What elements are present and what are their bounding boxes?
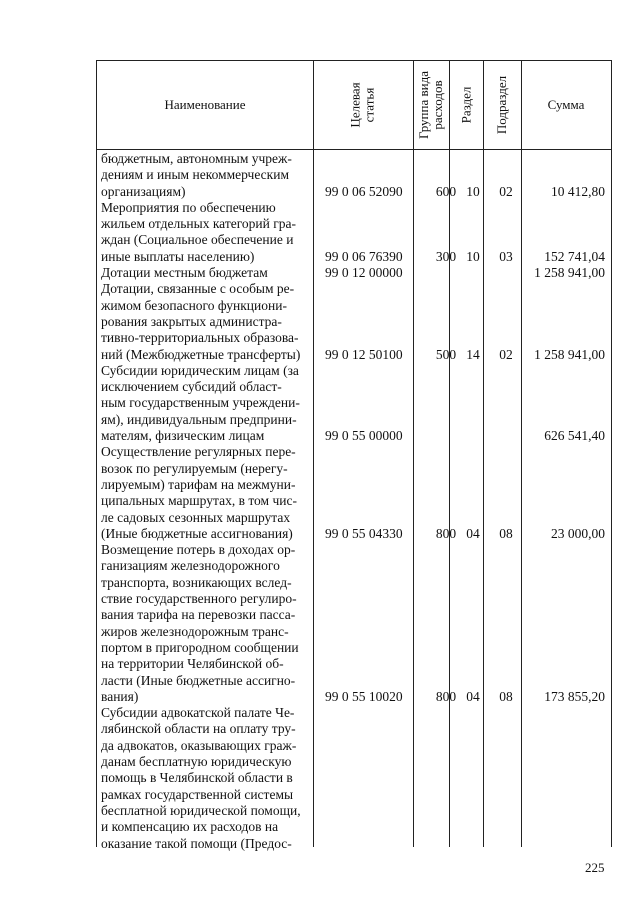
column-divider (483, 61, 484, 847)
row-name-line: дениям и иным некоммерческим (101, 167, 289, 183)
header-target-article-line2: статья (361, 87, 377, 123)
row-name-line: мателям, физическим лицам (101, 428, 265, 444)
row-name-line: тивно-территориальных образова- (101, 330, 299, 346)
row-name-line: ганизациям железнодорожного (101, 558, 280, 574)
row-sum: 1 258 941,00 (534, 265, 605, 281)
row-name-line: лируемым) тарифам на межмуни- (101, 476, 296, 492)
row-name-line: на территории Челябинской об- (101, 656, 284, 672)
row-subsection: 03 (499, 248, 513, 264)
row-name-line: жильем отдельных категорий гра- (101, 216, 297, 232)
row-section: 10 (466, 248, 480, 264)
header-expense-group-label (417, 71, 445, 139)
row-name-line: лябинской области на оплату тру- (101, 721, 296, 737)
header-expense-group (413, 61, 449, 149)
page-number: 225 (585, 860, 605, 875)
row-name (101, 705, 309, 852)
row-name-line: Субсидии адвокатской палате Че- (101, 705, 295, 721)
row-name-line: вания тарифа на перевозки пасса- (101, 607, 296, 623)
row-target-article: 99 0 55 10020 (325, 688, 403, 704)
row-name-line: да адвокатов, оказывающих граж- (101, 737, 297, 753)
row-name (101, 281, 309, 362)
header-target-article-line1: Целевая (347, 82, 363, 128)
row-subsection: 08 (499, 688, 513, 704)
row-target-article: 99 0 12 00000 (325, 265, 403, 281)
header-expense-group-line1: Группа вида (416, 71, 432, 139)
row-expense-group: 800 (435, 688, 457, 704)
row-section: 04 (466, 525, 480, 541)
row-name (101, 200, 309, 265)
row-name-line: вания) (101, 688, 139, 704)
row-name-line: Осуществление регулярных пере- (101, 444, 296, 460)
row-name-line: портом в пригородном сообщении (101, 639, 299, 655)
header-section-label: Раздел (458, 86, 473, 124)
row-name (101, 542, 309, 705)
header-section (449, 61, 483, 149)
table-header (97, 61, 611, 150)
header-expense-group-line2: расходов (430, 80, 446, 130)
column-divider (521, 61, 522, 847)
row-name-line: ным государственным учреждени- (101, 395, 300, 411)
header-name-label: Наименование (164, 97, 246, 112)
column-divider (313, 61, 314, 847)
row-sum: 1 258 941,00 (534, 346, 605, 362)
row-sum: 23 000,00 (551, 525, 605, 541)
header-subsection (483, 61, 521, 149)
row-section: 04 (466, 688, 480, 704)
row-sum: 173 855,20 (544, 688, 605, 704)
row-name (101, 363, 309, 444)
header-sum (521, 61, 611, 149)
row-name-line: ждан (Социальное обеспечение и (101, 232, 294, 248)
row-subsection: 02 (499, 183, 513, 199)
column-divider (413, 61, 414, 847)
row-target-article: 99 0 12 50100 (325, 346, 403, 362)
row-name-line: иные выплаты населению) (101, 248, 255, 264)
row-name (101, 265, 309, 281)
row-target-article: 99 0 06 76390 (325, 248, 403, 264)
row-section: 14 (466, 346, 480, 362)
row-expense-group: 500 (435, 346, 457, 362)
row-name-line: транспорта, возникающих вслед- (101, 574, 292, 590)
row-name-line: (Иные бюджетные ассигнования) (101, 525, 293, 541)
row-name (101, 151, 309, 200)
row-expense-group: 800 (435, 525, 457, 541)
row-name-line: ний (Межбюджетные трансферты) (101, 346, 301, 362)
row-name-line: возок по регулируемым (нерегу- (101, 460, 288, 476)
row-name-line: рования закрытых администра- (101, 313, 282, 329)
row-target-article: 99 0 06 52090 (325, 183, 403, 199)
row-name-line: данам бесплатную юридическую (101, 754, 292, 770)
row-name-line: Дотации, связанные с особым ре- (101, 281, 295, 297)
row-expense-group: 600 (435, 183, 457, 199)
row-name-line: Дотации местным бюджетам (101, 265, 268, 281)
row-name (101, 444, 309, 542)
row-sum: 152 741,04 (544, 248, 605, 264)
row-subsection: 08 (499, 525, 513, 541)
header-target-article (313, 61, 413, 149)
row-name-line: помощь в Челябинской области в (101, 770, 293, 786)
row-name-line: и компенсацию их расходов на (101, 819, 279, 835)
row-target-article: 99 0 55 00000 (325, 428, 403, 444)
row-name-line: бесплатной юридической помощи, (101, 802, 301, 818)
row-name-line: организациям) (101, 183, 186, 199)
row-sum: 10 412,80 (551, 183, 605, 199)
row-name-line: оказание такой помощи (Предос- (101, 835, 292, 851)
row-name-line: ствие государственного регулиро- (101, 591, 297, 607)
header-name (97, 61, 313, 149)
budget-table (96, 60, 612, 851)
row-name-line: ле садовых сезонных маршрутах (101, 509, 291, 525)
column-divider (449, 61, 450, 847)
row-name-line: рамках государственной системы (101, 786, 294, 802)
row-expense-group: 300 (435, 248, 457, 264)
row-name-line: ласти (Иные бюджетные ассигно- (101, 672, 296, 688)
row-name-line: Мероприятия по обеспечению (101, 199, 276, 215)
header-subsection-label: Подраздел (494, 75, 510, 135)
row-name-line: бюджетным, автономным учреж- (101, 151, 292, 166)
row-section: 10 (466, 183, 480, 199)
row-name-line: ям), индивидуальным предприни- (101, 411, 297, 427)
row-name-line: жимом безопасного функциони- (101, 297, 287, 313)
header-sum-label: Сумма (547, 97, 585, 112)
row-name-line: исключением субсидий област- (101, 379, 282, 395)
row-target-article: 99 0 55 04330 (325, 525, 403, 541)
row-sum: 626 541,40 (544, 428, 605, 444)
row-name-line: Возмещение потерь в доходах ор- (101, 542, 296, 558)
header-target-article-label (349, 82, 377, 127)
row-name-line: ципальных маршрутах, в том чис- (101, 493, 297, 509)
row-name-line: жиров железнодорожным транс- (101, 623, 289, 639)
row-subsection: 02 (499, 346, 513, 362)
row-name-line: Субсидии юридическим лицам (за (101, 362, 299, 378)
